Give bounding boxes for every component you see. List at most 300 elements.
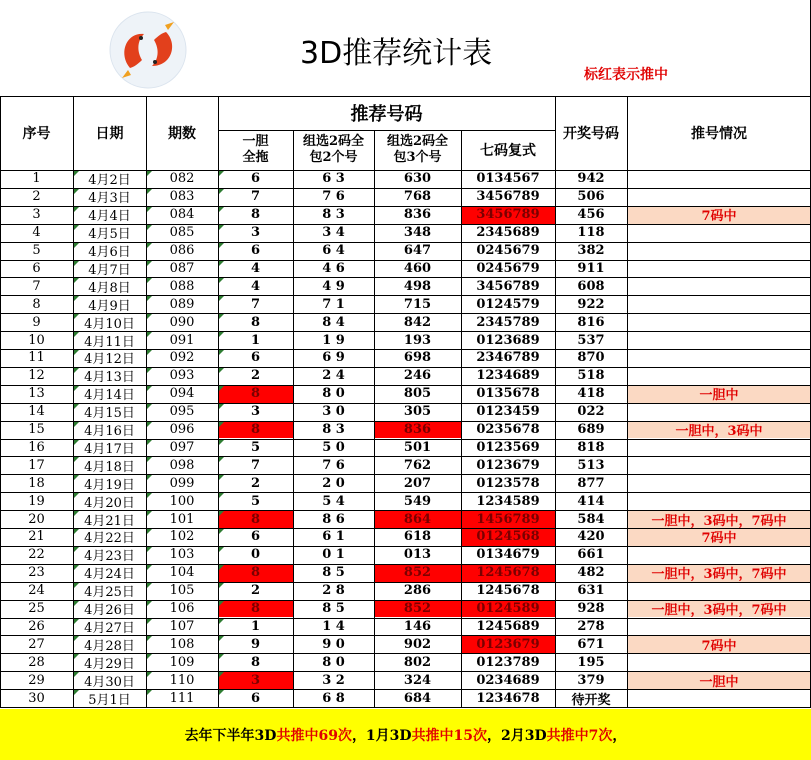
cell-one-gall[interactable]: 1 bbox=[250, 332, 261, 348]
cell-index[interactable]: 23 bbox=[28, 565, 45, 581]
cell-seven[interactable]: 0123679 bbox=[476, 457, 540, 473]
cell-one-gall[interactable]: 7 bbox=[250, 189, 261, 205]
text-number-marker-icon bbox=[219, 422, 224, 427]
header-status[interactable]: 推号情况 bbox=[691, 126, 747, 142]
text-number-marker-icon bbox=[74, 511, 79, 516]
cell-issue[interactable]: 091 bbox=[169, 332, 195, 348]
header-issue[interactable]: 期数 bbox=[168, 126, 196, 142]
cell-group2[interactable]: 8 0 bbox=[322, 654, 345, 670]
cell-index[interactable]: 14 bbox=[28, 404, 45, 420]
cell-issue[interactable]: 109 bbox=[169, 654, 195, 670]
cell-status[interactable] bbox=[627, 349, 811, 367]
cell-date[interactable]: 4月21日 bbox=[84, 513, 135, 528]
cell-date[interactable]: 4月7日 bbox=[88, 262, 131, 278]
cell-seven[interactable]: 1245689 bbox=[476, 618, 540, 634]
cell-index[interactable]: 8 bbox=[32, 296, 41, 312]
cell-status[interactable] bbox=[627, 546, 811, 564]
header-one-gall[interactable]: 一胆 全拖 bbox=[242, 134, 269, 165]
cell-group2[interactable]: 0 1 bbox=[322, 547, 345, 563]
cell-one-gall[interactable]: 6 bbox=[250, 171, 261, 187]
cell-group3[interactable]: 698 bbox=[403, 350, 432, 366]
cell-index[interactable]: 10 bbox=[28, 332, 45, 348]
cell-draw[interactable]: 922 bbox=[577, 296, 605, 312]
cell-group3[interactable]: 146 bbox=[403, 618, 432, 634]
cell-group3[interactable]: 802 bbox=[403, 654, 432, 670]
cell-issue[interactable]: 097 bbox=[169, 439, 195, 455]
cell-one-gall[interactable]: 8 bbox=[218, 510, 293, 528]
cell-one-gall[interactable]: 8 bbox=[250, 314, 261, 330]
cell-index[interactable]: 9 bbox=[32, 314, 41, 330]
cell-one-gall[interactable]: 8 bbox=[250, 207, 261, 223]
cell-seven[interactable]: 0135678 bbox=[476, 386, 540, 402]
cell-date[interactable]: 4月10日 bbox=[84, 316, 135, 332]
cell-issue[interactable]: 104 bbox=[169, 565, 195, 581]
cell-index[interactable]: 27 bbox=[28, 636, 45, 652]
cell-issue[interactable]: 111 bbox=[169, 690, 195, 706]
cell-date[interactable]: 4月4日 bbox=[88, 209, 131, 224]
cell-issue[interactable]: 110 bbox=[169, 672, 195, 688]
cell-date[interactable]: 4月30日 bbox=[84, 674, 135, 690]
cell-one-gall[interactable]: 1 bbox=[250, 618, 261, 634]
cell-one-gall[interactable]: 7 bbox=[250, 296, 261, 312]
cell-group3[interactable]: 324 bbox=[403, 672, 432, 688]
cell-issue[interactable]: 108 bbox=[169, 636, 195, 652]
cell-draw[interactable]: 195 bbox=[577, 654, 605, 670]
cell-group2[interactable]: 8 5 bbox=[322, 565, 345, 581]
cell-date[interactable]: 4月6日 bbox=[88, 245, 131, 260]
cell-seven[interactable]: 2345789 bbox=[476, 314, 540, 330]
cell-draw[interactable]: 518 bbox=[577, 368, 605, 384]
cell-draw[interactable]: 661 bbox=[577, 547, 605, 563]
cell-status[interactable]: 一胆中，3码中 bbox=[627, 421, 811, 439]
cell-group2[interactable]: 6 8 bbox=[322, 690, 345, 706]
cell-draw[interactable]: 418 bbox=[577, 386, 605, 402]
cell-one-gall[interactable]: 9 bbox=[250, 636, 261, 652]
cell-one-gall[interactable]: 8 bbox=[218, 385, 293, 403]
cell-status[interactable] bbox=[627, 313, 811, 331]
cell-seven[interactable]: 0123679 bbox=[461, 635, 555, 653]
cell-one-gall[interactable]: 3 bbox=[250, 404, 261, 420]
cell-group2[interactable]: 3 2 bbox=[322, 672, 345, 688]
cell-group2[interactable]: 7 6 bbox=[322, 457, 345, 473]
cell-index[interactable]: 12 bbox=[28, 368, 45, 384]
cell-one-gall[interactable]: 3 bbox=[218, 671, 293, 689]
text-number-marker-icon bbox=[219, 225, 224, 230]
cell-draw[interactable]: 928 bbox=[577, 601, 605, 617]
cell-group2[interactable]: 6 3 bbox=[322, 171, 345, 187]
cell-status[interactable]: 7码中 bbox=[627, 528, 811, 546]
cell-issue[interactable]: 089 bbox=[169, 296, 195, 312]
cell-issue[interactable]: 084 bbox=[169, 207, 195, 223]
cell-group2[interactable]: 5 0 bbox=[322, 439, 345, 455]
cell-draw[interactable]: 506 bbox=[577, 189, 605, 205]
cell-status[interactable] bbox=[627, 689, 811, 707]
cell-date[interactable]: 4月5日 bbox=[88, 227, 131, 242]
cell-seven[interactable]: 1456789 bbox=[461, 510, 555, 528]
cell-group2[interactable]: 3 4 bbox=[322, 225, 345, 241]
text-number-marker-icon bbox=[147, 243, 152, 248]
cell-group3[interactable]: 842 bbox=[403, 314, 432, 330]
cell-seven[interactable]: 0245679 bbox=[476, 243, 540, 259]
cell-status[interactable] bbox=[627, 170, 811, 188]
cell-status[interactable] bbox=[627, 224, 811, 242]
cell-group3[interactable]: 498 bbox=[403, 278, 432, 294]
cell-issue[interactable]: 082 bbox=[169, 171, 195, 187]
cell-seven[interactable]: 0123689 bbox=[476, 332, 540, 348]
cell-index[interactable]: 1 bbox=[32, 171, 41, 187]
cell-group2[interactable]: 2 0 bbox=[322, 475, 345, 491]
cell-group2[interactable]: 9 0 bbox=[322, 636, 345, 652]
cell-date[interactable]: 4月9日 bbox=[88, 298, 131, 314]
cell-draw[interactable]: 513 bbox=[577, 457, 605, 473]
cell-group2[interactable]: 6 9 bbox=[322, 350, 345, 366]
cell-date[interactable]: 4月17日 bbox=[84, 441, 135, 457]
cell-index[interactable]: 18 bbox=[28, 475, 45, 491]
cell-group2[interactable]: 7 1 bbox=[322, 296, 345, 312]
cell-status[interactable]: 7码中 bbox=[627, 635, 811, 653]
cell-group2[interactable]: 4 6 bbox=[322, 260, 345, 276]
cell-issue[interactable]: 096 bbox=[169, 422, 195, 438]
cell-draw[interactable]: 608 bbox=[577, 278, 605, 294]
cell-draw[interactable]: 待开奖 bbox=[571, 692, 611, 707]
cell-group2[interactable]: 8 6 bbox=[322, 511, 345, 527]
text-number-marker-icon bbox=[147, 654, 152, 659]
cell-index[interactable]: 20 bbox=[28, 511, 45, 527]
cell-issue[interactable]: 083 bbox=[169, 189, 195, 205]
cell-issue[interactable]: 101 bbox=[169, 511, 195, 527]
cell-index[interactable]: 11 bbox=[28, 350, 45, 366]
grid-line bbox=[0, 528, 811, 529]
cell-status[interactable] bbox=[627, 492, 811, 510]
cell-seven[interactable]: 1234589 bbox=[476, 493, 540, 509]
cell-status[interactable] bbox=[627, 653, 811, 671]
cell-seven[interactable]: 0124568 bbox=[461, 528, 555, 546]
text-number-marker-icon bbox=[74, 207, 79, 212]
cell-draw[interactable]: 278 bbox=[577, 618, 605, 634]
cell-date[interactable]: 4月23日 bbox=[84, 549, 135, 564]
cell-status[interactable] bbox=[627, 260, 811, 278]
cell-seven[interactable]: 3456789 bbox=[476, 278, 540, 294]
header-group2[interactable]: 组选2码全 包2个号 bbox=[302, 134, 365, 165]
cell-one-gall[interactable]: 8 bbox=[218, 421, 293, 439]
cell-group3[interactable]: 836 bbox=[374, 421, 461, 439]
cell-draw[interactable]: 382 bbox=[577, 243, 605, 259]
cell-seven[interactable]: 0234689 bbox=[476, 672, 540, 688]
cell-seven[interactable]: 0134679 bbox=[476, 547, 540, 563]
cell-one-gall[interactable]: 6 bbox=[250, 529, 261, 545]
cell-group3[interactable]: 618 bbox=[403, 529, 432, 545]
cell-draw[interactable]: 420 bbox=[577, 529, 605, 545]
cell-group2[interactable]: 8 4 bbox=[322, 314, 345, 330]
cell-draw[interactable]: 482 bbox=[577, 565, 605, 581]
cell-issue[interactable]: 087 bbox=[169, 260, 195, 276]
cell-date[interactable]: 4月22日 bbox=[84, 531, 135, 546]
cell-draw[interactable]: 022 bbox=[577, 404, 605, 420]
cell-draw[interactable]: 816 bbox=[577, 314, 605, 330]
cell-issue[interactable]: 088 bbox=[169, 278, 195, 294]
cell-group2[interactable]: 1 9 bbox=[322, 332, 345, 348]
cell-status[interactable]: 一胆中 bbox=[627, 671, 811, 689]
cell-seven[interactable]: 2346789 bbox=[476, 350, 540, 366]
cell-index[interactable]: 3 bbox=[32, 207, 41, 223]
cell-draw[interactable]: 631 bbox=[577, 583, 605, 599]
cell-status[interactable] bbox=[627, 618, 811, 636]
cell-seven[interactable]: 1234678 bbox=[476, 690, 540, 706]
cell-date[interactable]: 4月3日 bbox=[88, 191, 131, 206]
cell-one-gall[interactable]: 2 bbox=[250, 583, 261, 599]
text-number-marker-icon bbox=[74, 368, 79, 373]
cell-one-gall[interactable]: 5 bbox=[250, 493, 261, 509]
cell-draw[interactable]: 456 bbox=[577, 207, 605, 223]
cell-status[interactable] bbox=[627, 277, 811, 295]
cell-status[interactable]: 7码中 bbox=[627, 206, 811, 224]
cell-seven[interactable]: 0124589 bbox=[461, 600, 555, 618]
cell-date[interactable]: 4月11日 bbox=[84, 334, 135, 349]
cell-status[interactable] bbox=[627, 582, 811, 600]
cell-group3[interactable]: 348 bbox=[403, 225, 432, 241]
cell-index[interactable]: 16 bbox=[28, 439, 45, 455]
cell-index[interactable]: 24 bbox=[28, 583, 45, 599]
cell-group3[interactable]: 286 bbox=[403, 583, 432, 599]
cell-index[interactable]: 21 bbox=[28, 529, 45, 545]
cell-one-gall[interactable]: 6 bbox=[250, 243, 261, 259]
cell-group3[interactable]: 864 bbox=[374, 510, 461, 528]
cell-seven[interactable]: 0134567 bbox=[476, 171, 540, 187]
cell-group2[interactable]: 4 9 bbox=[322, 278, 345, 294]
cell-one-gall[interactable]: 2 bbox=[250, 475, 261, 491]
cell-date[interactable]: 4月27日 bbox=[84, 620, 135, 636]
cell-index[interactable]: 2 bbox=[32, 189, 41, 205]
cell-seven[interactable]: 0123569 bbox=[476, 439, 540, 455]
cell-group2[interactable]: 6 4 bbox=[322, 243, 345, 259]
cell-group3[interactable]: 902 bbox=[403, 636, 432, 652]
cell-group3[interactable]: 647 bbox=[403, 243, 432, 259]
cell-status[interactable] bbox=[627, 403, 811, 421]
cell-issue[interactable]: 106 bbox=[169, 601, 195, 617]
text-number-marker-icon bbox=[147, 636, 152, 641]
cell-draw[interactable]: 818 bbox=[577, 439, 605, 455]
cell-issue[interactable]: 107 bbox=[169, 618, 195, 634]
cell-date[interactable]: 4月20日 bbox=[84, 495, 135, 511]
cell-one-gall[interactable]: 2 bbox=[250, 368, 261, 384]
header-date[interactable]: 日期 bbox=[95, 126, 124, 142]
cell-status[interactable] bbox=[627, 439, 811, 457]
cell-one-gall[interactable]: 7 bbox=[250, 457, 261, 473]
cell-seven[interactable]: 0235678 bbox=[476, 422, 540, 438]
cell-group2[interactable]: 5 4 bbox=[322, 493, 345, 509]
cell-index[interactable]: 7 bbox=[32, 278, 41, 294]
cell-group3[interactable]: 246 bbox=[403, 368, 432, 384]
cell-issue[interactable]: 086 bbox=[169, 243, 195, 259]
cell-index[interactable]: 4 bbox=[32, 225, 41, 241]
cell-seven[interactable]: 0123459 bbox=[476, 404, 540, 420]
cell-date[interactable]: 4月14日 bbox=[84, 388, 135, 403]
header-draw[interactable]: 开奖号码 bbox=[563, 126, 619, 142]
cell-draw[interactable]: 118 bbox=[577, 225, 605, 241]
cell-group3[interactable]: 805 bbox=[403, 386, 432, 402]
cell-date[interactable]: 4月19日 bbox=[84, 477, 135, 493]
cell-issue[interactable]: 090 bbox=[169, 314, 195, 330]
cell-index[interactable]: 5 bbox=[32, 243, 41, 259]
text-number-marker-icon bbox=[219, 207, 224, 212]
cell-index[interactable]: 22 bbox=[28, 547, 45, 563]
cell-seven[interactable]: 0123789 bbox=[476, 654, 540, 670]
cell-index[interactable]: 15 bbox=[28, 422, 45, 438]
cell-status[interactable] bbox=[627, 474, 811, 492]
cell-status[interactable]: 一胆中，3码中，7码中 bbox=[627, 564, 811, 582]
cell-group3[interactable]: 460 bbox=[403, 260, 432, 276]
cell-issue[interactable]: 102 bbox=[169, 529, 195, 545]
cell-group3[interactable]: 305 bbox=[403, 404, 432, 420]
cell-issue[interactable]: 099 bbox=[169, 475, 195, 491]
cell-status[interactable] bbox=[627, 367, 811, 385]
cell-group2[interactable]: 8 0 bbox=[322, 386, 345, 402]
cell-group3[interactable]: 193 bbox=[403, 332, 432, 348]
cell-draw[interactable]: 870 bbox=[577, 350, 605, 366]
cell-group2[interactable]: 3 0 bbox=[322, 404, 345, 420]
cell-draw[interactable]: 671 bbox=[577, 636, 605, 652]
cell-group3[interactable]: 501 bbox=[403, 439, 432, 455]
text-number-marker-icon bbox=[219, 619, 224, 624]
header-group3[interactable]: 组选2码全 包3个号 bbox=[386, 134, 449, 165]
cell-one-gall[interactable]: 4 bbox=[250, 278, 261, 294]
cell-seven[interactable]: 3456789 bbox=[476, 189, 540, 205]
cell-status[interactable] bbox=[627, 331, 811, 349]
cell-date[interactable]: 4月18日 bbox=[84, 459, 135, 475]
cell-group3[interactable]: 852 bbox=[374, 564, 461, 582]
text-number-marker-icon bbox=[147, 332, 152, 337]
text-number-marker-icon bbox=[74, 314, 79, 319]
cell-group2[interactable]: 2 8 bbox=[322, 583, 345, 599]
cell-index[interactable]: 13 bbox=[28, 386, 45, 402]
text-number-marker-icon bbox=[147, 547, 152, 552]
cell-one-gall[interactable]: 8 bbox=[250, 654, 261, 670]
cell-group2[interactable]: 8 3 bbox=[322, 207, 345, 223]
cell-seven[interactable]: 0245679 bbox=[476, 260, 540, 276]
cell-draw[interactable]: 689 bbox=[577, 422, 605, 438]
cell-date[interactable]: 4月2日 bbox=[88, 173, 131, 188]
grid-line bbox=[0, 439, 811, 440]
cell-date[interactable]: 4月24日 bbox=[84, 567, 135, 582]
cell-one-gall[interactable]: 8 bbox=[218, 564, 293, 582]
cell-date[interactable]: 4月29日 bbox=[84, 656, 135, 672]
cell-seven[interactable]: 1245678 bbox=[476, 583, 540, 599]
cell-issue[interactable]: 095 bbox=[169, 404, 195, 420]
grid-line bbox=[0, 635, 811, 636]
footer-segment: 共推中69次 bbox=[276, 727, 352, 744]
cell-issue[interactable]: 103 bbox=[169, 547, 195, 563]
cell-one-gall[interactable]: 3 bbox=[250, 225, 261, 241]
cell-issue[interactable]: 098 bbox=[169, 457, 195, 473]
cell-seven[interactable]: 3456789 bbox=[461, 206, 555, 224]
cell-group3[interactable]: 630 bbox=[403, 171, 432, 187]
cell-group2[interactable]: 1 4 bbox=[322, 618, 345, 634]
cell-status[interactable] bbox=[627, 295, 811, 313]
cell-seven[interactable]: 1245678 bbox=[461, 564, 555, 582]
cell-one-gall[interactable]: 4 bbox=[250, 260, 261, 276]
header-recommend-group[interactable]: 推荐号码 bbox=[350, 104, 423, 125]
cell-one-gall[interactable]: 5 bbox=[250, 439, 261, 455]
grid-line bbox=[0, 510, 811, 511]
cell-date[interactable]: 4月16日 bbox=[84, 424, 135, 439]
cell-index[interactable]: 25 bbox=[28, 601, 45, 617]
cell-date[interactable]: 4月12日 bbox=[84, 352, 135, 367]
cell-one-gall[interactable]: 8 bbox=[218, 600, 293, 618]
cell-issue[interactable]: 105 bbox=[169, 583, 195, 599]
cell-group3[interactable]: 684 bbox=[403, 690, 432, 706]
cell-group3[interactable]: 207 bbox=[403, 475, 432, 491]
cell-issue[interactable]: 093 bbox=[169, 368, 195, 384]
cell-group3[interactable]: 549 bbox=[403, 493, 432, 509]
cell-group2[interactable]: 7 6 bbox=[322, 189, 345, 205]
cell-index[interactable]: 28 bbox=[28, 654, 45, 670]
cell-draw[interactable]: 584 bbox=[577, 511, 605, 527]
cell-one-gall[interactable]: 0 bbox=[250, 547, 261, 563]
cell-group3[interactable]: 852 bbox=[374, 600, 461, 618]
footer-segment: 共推中7次 bbox=[546, 727, 613, 744]
cell-status[interactable] bbox=[627, 242, 811, 260]
cell-issue[interactable]: 092 bbox=[169, 350, 195, 366]
cell-date[interactable]: 4月28日 bbox=[84, 638, 135, 654]
cell-one-gall[interactable]: 6 bbox=[250, 690, 261, 706]
cell-date[interactable]: 4月13日 bbox=[84, 370, 135, 385]
cell-group3[interactable]: 715 bbox=[403, 296, 432, 312]
cell-index[interactable]: 19 bbox=[28, 493, 45, 509]
cell-issue[interactable]: 094 bbox=[169, 386, 195, 402]
cell-draw[interactable]: 911 bbox=[577, 260, 605, 276]
cell-index[interactable]: 30 bbox=[28, 690, 45, 706]
cell-seven[interactable]: 0124579 bbox=[476, 296, 540, 312]
cell-group3[interactable]: 768 bbox=[403, 189, 432, 205]
cell-index[interactable]: 17 bbox=[28, 457, 45, 473]
cell-date[interactable]: 5月1日 bbox=[88, 692, 131, 707]
cell-date[interactable]: 4月15日 bbox=[84, 406, 135, 421]
cell-group3[interactable]: 013 bbox=[403, 547, 432, 563]
cell-index[interactable]: 6 bbox=[32, 260, 41, 276]
cell-index[interactable]: 29 bbox=[28, 672, 45, 688]
cell-date[interactable]: 4月25日 bbox=[84, 585, 135, 600]
cell-seven[interactable]: 0123578 bbox=[476, 475, 540, 491]
cell-group2[interactable]: 6 1 bbox=[322, 529, 345, 545]
cell-draw[interactable]: 379 bbox=[577, 672, 605, 688]
cell-status[interactable]: 一胆中 bbox=[627, 385, 811, 403]
cell-index[interactable]: 26 bbox=[28, 618, 45, 634]
cell-date[interactable]: 4月26日 bbox=[84, 603, 135, 618]
cell-draw[interactable]: 877 bbox=[577, 475, 605, 491]
cell-status[interactable]: 一胆中，3码中，7码中 bbox=[627, 600, 811, 618]
cell-status[interactable]: 一胆中，3码中，7码中 bbox=[627, 510, 811, 528]
cell-group3[interactable]: 836 bbox=[403, 207, 432, 223]
cell-draw[interactable]: 537 bbox=[577, 332, 605, 348]
cell-issue[interactable]: 085 bbox=[169, 225, 195, 241]
cell-seven[interactable]: 2345689 bbox=[476, 225, 540, 241]
cell-one-gall[interactable]: 6 bbox=[250, 350, 261, 366]
cell-draw[interactable]: 942 bbox=[577, 171, 605, 187]
grid-line bbox=[0, 260, 811, 261]
cell-issue[interactable]: 100 bbox=[169, 493, 195, 509]
cell-seven[interactable]: 1234689 bbox=[476, 368, 540, 384]
cell-date[interactable]: 4月8日 bbox=[88, 280, 131, 296]
cell-status[interactable] bbox=[627, 188, 811, 206]
cell-draw[interactable]: 414 bbox=[577, 493, 605, 509]
cell-group2[interactable]: 8 5 bbox=[322, 601, 345, 617]
cell-group2[interactable]: 2 4 bbox=[322, 368, 345, 384]
cell-status[interactable] bbox=[627, 456, 811, 474]
header-index[interactable]: 序号 bbox=[22, 126, 51, 142]
header-seven[interactable]: 七码复式 bbox=[480, 143, 536, 159]
cell-group3[interactable]: 762 bbox=[403, 457, 432, 473]
cell-group2[interactable]: 8 3 bbox=[322, 422, 345, 438]
